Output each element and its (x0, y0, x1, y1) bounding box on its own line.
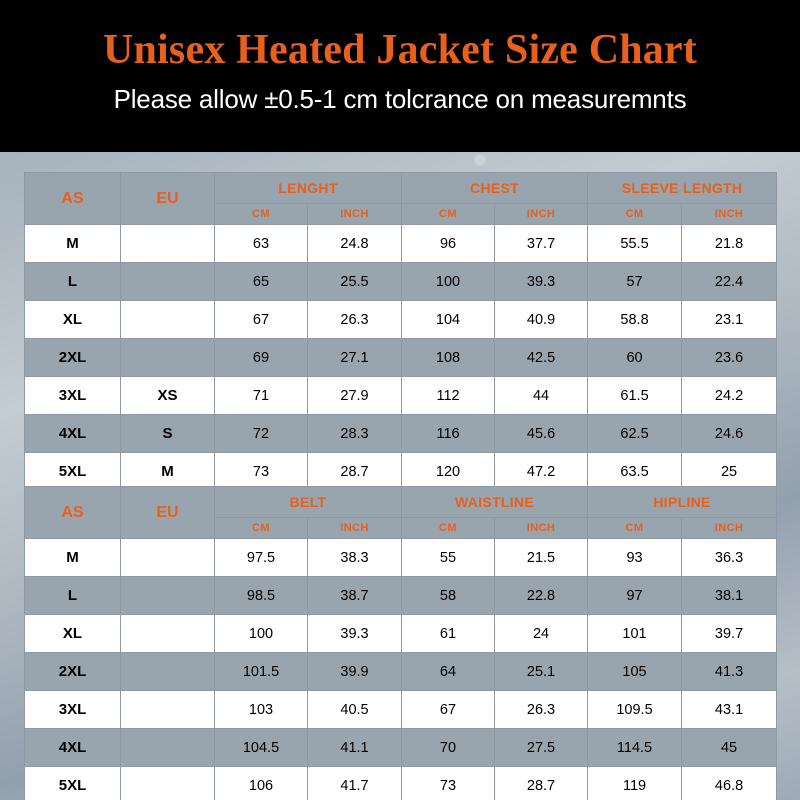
cell-chest-cm: 112 (402, 377, 495, 415)
cell-sleeve-inch: 23.1 (682, 301, 777, 339)
cell-lenght-inch: 26.3 (308, 301, 402, 339)
cell-lenght-cm: 67 (215, 301, 308, 339)
table-row (25, 225, 777, 263)
unit-hipline-cm: CM (588, 518, 682, 539)
cell-sleeve-inch: 24.2 (682, 377, 777, 415)
cell-eu (121, 577, 215, 615)
cell-eu (121, 225, 215, 263)
cell-as: M (25, 539, 121, 577)
cell-waistline-cm: 64 (402, 653, 495, 691)
table-row (25, 615, 777, 653)
cell-sleeve-cm: 58.8 (588, 301, 682, 339)
header-banner (0, 0, 800, 152)
cell-belt-inch: 38.3 (308, 539, 402, 577)
cell-chest-inch: 39.3 (495, 263, 588, 301)
cell-waistline-cm: 73 (402, 767, 495, 800)
cell-belt-inch: 41.7 (308, 767, 402, 800)
table-row (25, 653, 777, 691)
cell-belt-cm: 103 (215, 691, 308, 729)
cell-chest-cm: 104 (402, 301, 495, 339)
cell-belt-inch: 39.9 (308, 653, 402, 691)
page-title: Unisex Heated Jacket Size Chart (102, 27, 698, 73)
header-eu: EU (121, 487, 215, 539)
cell-eu (121, 301, 215, 339)
cell-as: XL (25, 301, 121, 339)
cell-sleeve-cm: 55.5 (588, 225, 682, 263)
cell-as: XL (25, 615, 121, 653)
cell-lenght-cm: 65 (215, 263, 308, 301)
unit-sleeve-cm: CM (588, 204, 682, 225)
table-row (25, 377, 777, 415)
upper-table-body (25, 225, 777, 491)
cell-lenght-cm: 72 (215, 415, 308, 453)
cell-hipline-inch: 36.3 (682, 539, 777, 577)
size-table-lower (24, 486, 777, 800)
cell-sleeve-inch: 23.6 (682, 339, 777, 377)
header-group-sleeve-length: SLEEVE LENGTH (588, 173, 777, 204)
header-group-waistline: WAISTLINE (402, 487, 588, 518)
cell-hipline-inch: 41.3 (682, 653, 777, 691)
unit-hipline-inch: INCH (682, 518, 777, 539)
cell-sleeve-inch: 21.8 (682, 225, 777, 263)
cell-chest-inch: 44 (495, 377, 588, 415)
cell-eu (121, 539, 215, 577)
cell-eu (121, 615, 215, 653)
cell-eu (121, 653, 215, 691)
cell-waistline-inch: 25.1 (495, 653, 588, 691)
cell-waistline-cm: 61 (402, 615, 495, 653)
cell-waistline-inch: 26.3 (495, 691, 588, 729)
header-group-belt: BELT (215, 487, 402, 518)
upper-group-header-row (25, 173, 777, 204)
cell-hipline-cm: 119 (588, 767, 682, 800)
cell-hipline-inch: 46.8 (682, 767, 777, 800)
cell-chest-inch: 42.5 (495, 339, 588, 377)
cell-as: 4XL (25, 415, 121, 453)
table-row (25, 767, 777, 800)
cell-eu (121, 263, 215, 301)
cell-belt-cm: 104.5 (215, 729, 308, 767)
lower-table-head (25, 487, 777, 539)
table-row (25, 577, 777, 615)
cell-as: 3XL (25, 377, 121, 415)
table-row (25, 453, 777, 491)
cell-sleeve-cm: 61.5 (588, 377, 682, 415)
cell-belt-cm: 98.5 (215, 577, 308, 615)
header-as: AS (25, 173, 121, 225)
cell-eu (121, 729, 215, 767)
cell-lenght-inch: 28.7 (308, 453, 402, 491)
cell-eu (121, 767, 215, 800)
cell-as: 5XL (25, 767, 121, 800)
cell-as: M (25, 225, 121, 263)
cell-lenght-cm: 73 (215, 453, 308, 491)
cell-belt-cm: 106 (215, 767, 308, 800)
table-row (25, 691, 777, 729)
cell-chest-cm: 116 (402, 415, 495, 453)
unit-sleeve-inch: INCH (682, 204, 777, 225)
unit-lenght-cm: CM (215, 204, 308, 225)
cell-belt-cm: 100 (215, 615, 308, 653)
cell-belt-cm: 101.5 (215, 653, 308, 691)
lower-table-container (24, 486, 776, 800)
cell-as: 2XL (25, 339, 121, 377)
cell-chest-inch: 37.7 (495, 225, 588, 263)
cell-sleeve-inch: 22.4 (682, 263, 777, 301)
cell-sleeve-inch: 24.6 (682, 415, 777, 453)
cell-eu (121, 339, 215, 377)
unit-chest-cm: CM (402, 204, 495, 225)
cell-waistline-inch: 27.5 (495, 729, 588, 767)
cell-sleeve-cm: 63.5 (588, 453, 682, 491)
cell-waistline-cm: 70 (402, 729, 495, 767)
cell-waistline-inch: 21.5 (495, 539, 588, 577)
table-row (25, 729, 777, 767)
lower-group-header-row (25, 487, 777, 518)
cell-hipline-cm: 101 (588, 615, 682, 653)
table-row (25, 263, 777, 301)
cell-lenght-inch: 25.5 (308, 263, 402, 301)
cell-belt-inch: 40.5 (308, 691, 402, 729)
cell-lenght-inch: 24.8 (308, 225, 402, 263)
cell-as: 3XL (25, 691, 121, 729)
unit-chest-inch: INCH (495, 204, 588, 225)
upper-table-container (24, 172, 776, 491)
cell-eu: M (121, 453, 215, 491)
cell-waistline-inch: 24 (495, 615, 588, 653)
cell-belt-cm: 97.5 (215, 539, 308, 577)
unit-waistline-inch: INCH (495, 518, 588, 539)
table-row (25, 539, 777, 577)
unit-lenght-inch: INCH (308, 204, 402, 225)
cell-belt-inch: 39.3 (308, 615, 402, 653)
cell-chest-inch: 45.6 (495, 415, 588, 453)
page-subtitle: Please allow ±0.5-1 cm tolcrance on measuremnts (113, 84, 687, 115)
unit-belt-inch: INCH (308, 518, 402, 539)
cell-lenght-cm: 63 (215, 225, 308, 263)
cell-eu: XS (121, 377, 215, 415)
header-group-chest: CHEST (402, 173, 588, 204)
cell-waistline-cm: 58 (402, 577, 495, 615)
cell-hipline-cm: 97 (588, 577, 682, 615)
cell-waistline-inch: 22.8 (495, 577, 588, 615)
cell-hipline-cm: 114.5 (588, 729, 682, 767)
cell-sleeve-cm: 62.5 (588, 415, 682, 453)
cell-lenght-cm: 71 (215, 377, 308, 415)
cell-chest-cm: 100 (402, 263, 495, 301)
cell-sleeve-cm: 60 (588, 339, 682, 377)
cell-waistline-cm: 67 (402, 691, 495, 729)
unit-belt-cm: CM (215, 518, 308, 539)
cell-belt-inch: 38.7 (308, 577, 402, 615)
cell-chest-inch: 47.2 (495, 453, 588, 491)
table-row (25, 415, 777, 453)
cell-chest-cm: 96 (402, 225, 495, 263)
cell-waistline-inch: 28.7 (495, 767, 588, 800)
size-table-upper (24, 172, 777, 491)
cell-sleeve-cm: 57 (588, 263, 682, 301)
table-row (25, 301, 777, 339)
cell-waistline-cm: 55 (402, 539, 495, 577)
cell-chest-cm: 108 (402, 339, 495, 377)
cell-hipline-cm: 93 (588, 539, 682, 577)
cell-chest-cm: 120 (402, 453, 495, 491)
cell-as: 2XL (25, 653, 121, 691)
table-row (25, 339, 777, 377)
cell-hipline-inch: 39.7 (682, 615, 777, 653)
cell-as: L (25, 577, 121, 615)
cell-lenght-cm: 69 (215, 339, 308, 377)
cell-as: 4XL (25, 729, 121, 767)
cell-hipline-inch: 38.1 (682, 577, 777, 615)
cell-hipline-cm: 109.5 (588, 691, 682, 729)
cell-eu: S (121, 415, 215, 453)
unit-waistline-cm: CM (402, 518, 495, 539)
cell-sleeve-inch: 25 (682, 453, 777, 491)
cell-belt-inch: 41.1 (308, 729, 402, 767)
cell-hipline-cm: 105 (588, 653, 682, 691)
upper-table-head (25, 173, 777, 225)
header-as: AS (25, 487, 121, 539)
cell-chest-inch: 40.9 (495, 301, 588, 339)
cell-hipline-inch: 45 (682, 729, 777, 767)
header-eu: EU (121, 173, 215, 225)
cell-lenght-inch: 28.3 (308, 415, 402, 453)
cell-lenght-inch: 27.1 (308, 339, 402, 377)
cell-hipline-inch: 43.1 (682, 691, 777, 729)
cell-lenght-inch: 27.9 (308, 377, 402, 415)
cell-eu (121, 691, 215, 729)
header-group-lenght: LENGHT (215, 173, 402, 204)
cell-as: L (25, 263, 121, 301)
header-group-hipline: HIPLINE (588, 487, 777, 518)
cell-as: 5XL (25, 453, 121, 491)
lower-table-body (25, 539, 777, 800)
